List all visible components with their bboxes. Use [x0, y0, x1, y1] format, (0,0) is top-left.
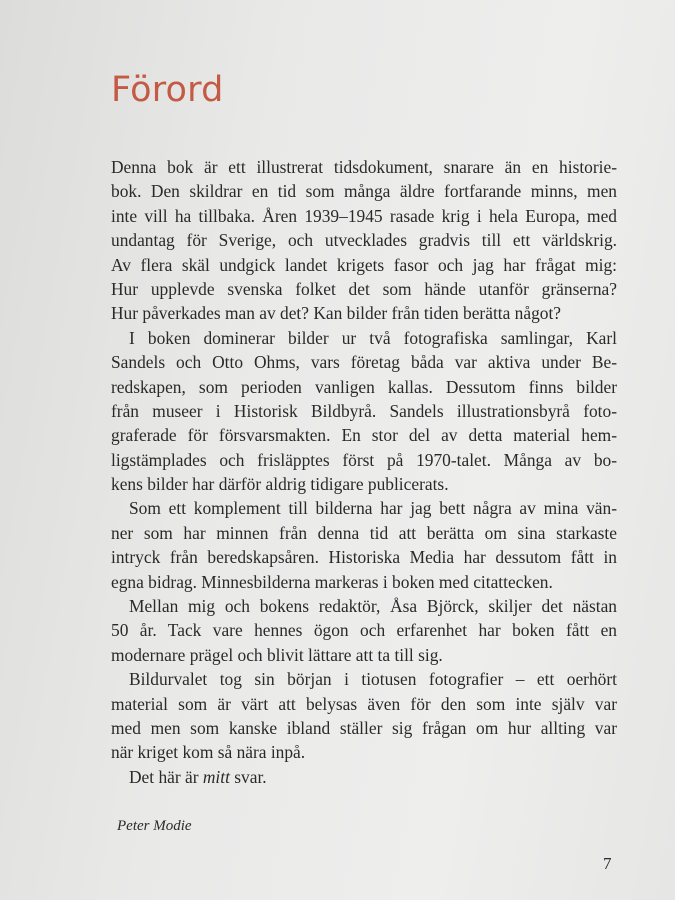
text-line: inte vill ha tillbaka. Åren 1939–1945 rasade krig i hela Europa, med	[111, 205, 617, 226]
text-line: intryck från beredskapsåren. Historiska Media har dessutom fått in	[111, 547, 617, 568]
text-line: Mellan mig och bokens redaktör, Åsa Björck, skiljer det nästan	[129, 596, 617, 617]
text-line: ner som har minnen från denna tid att berätta om sina starkaste	[111, 522, 617, 543]
text-line: Som ett komplement till bilderna har jag bett några av mina vän-	[129, 498, 617, 519]
text-line: redskapen, som perioden vanligen kallas. Dessutom finns bilder	[111, 376, 617, 397]
closing-line-end: svar.	[229, 766, 267, 787]
text-line: modernare prägel och blivit lättare att ta till sig.	[111, 644, 443, 665]
text-line: Sandels och Otto Ohms, vars företag båda var aktiva under Be-	[111, 352, 617, 373]
author-signature: Peter Modie	[117, 818, 192, 834]
preface-body	[111, 155, 617, 789]
text-line: graferade för försvarsmakten. En stor del av detta material hem-	[111, 425, 617, 446]
text-line: I boken dominerar bilder ur två fotografiska samlingar, Karl	[129, 327, 617, 348]
text-line: kens bilder har därför aldrig tidigare publicerats.	[111, 474, 449, 495]
page-title: Förord	[111, 70, 224, 110]
text-line: när kriget kom så nära inpå.	[111, 742, 306, 763]
text-line: Hur påverkades man av det? Kan bilder från tiden berätta något?	[111, 303, 562, 324]
text-line: material som är värt att belysas även för den som inte själv var	[111, 693, 617, 714]
closing-line-emphasis: mitt	[202, 766, 230, 787]
page-number: 7	[603, 854, 612, 873]
text-line: med men som kanske ibland ställer sig frågan om hur allting var	[111, 717, 617, 738]
text-line: 50 år. Tack vare hennes ögon och erfarenhet har boken fått en	[111, 620, 617, 641]
closing-line	[111, 765, 617, 789]
text-line: Hur upplevde svenska folket det som hände utanför gränserna?	[111, 278, 617, 299]
text-line: undantag för Sverige, och utvecklades gradvis till ett världskrig.	[111, 230, 617, 251]
text-line: Av flera skäl undgick landet krigets fasor och jag har frågat mig:	[111, 254, 617, 275]
closing-line-start: Det här är	[129, 766, 203, 787]
text-line: egna bidrag. Minnesbilderna markeras i boken med citattecken.	[111, 571, 553, 592]
text-line: bok. Den skildrar en tid som många äldre fortfarande minns, men	[111, 181, 617, 202]
text-line: Bildurvalet tog sin början i tiotusen fotografier – ett oerhört	[129, 669, 617, 690]
text-line: från museer i Historisk Bildbyrå. Sandels illustrationsbyrå foto-	[111, 400, 617, 421]
text-line: Denna bok är ett illustrerat tidsdokument, snarare än en historie-	[111, 157, 617, 177]
text-line: ligstämplades och frisläpptes först på 1970-talet. Många av bo-	[111, 449, 617, 470]
